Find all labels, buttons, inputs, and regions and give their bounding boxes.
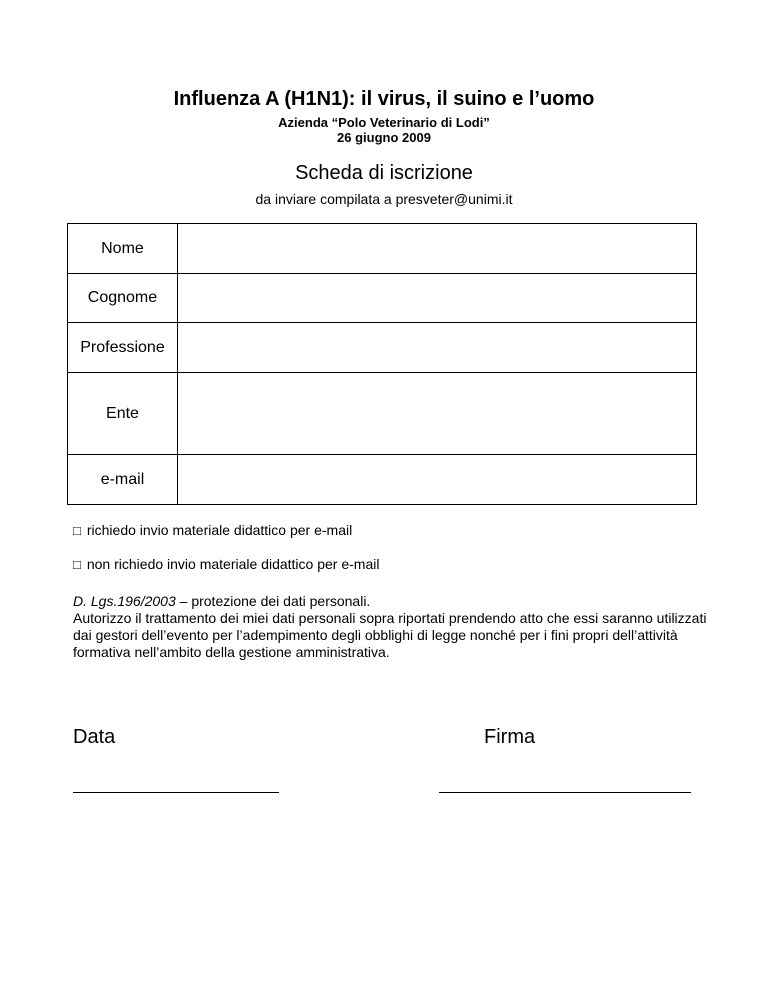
form-instructions: da inviare compilata a presveter@unimi.it [255,191,513,207]
field-label-professione: Professione [68,323,178,373]
event-venue: Azienda “Polo Veterinario di Lodi” [278,115,490,130]
law-reference: D. Lgs.196/2003 [73,593,176,609]
signature-label: Firma [484,726,536,748]
option-label: richiedo invio materiale didattico per e-mail [86,522,353,538]
law-reference-tail: – protezione dei dati personali. [175,593,371,609]
field-input-email[interactable] [177,455,696,505]
option-label: non richiedo invio materiale didattico per e-mail [86,556,380,572]
field-input-nome[interactable] [177,224,696,274]
checkbox-no-material[interactable]: □ [73,557,81,572]
field-row-nome [68,224,697,274]
field-input-ente[interactable] [177,373,696,455]
privacy-notice [73,593,713,661]
field-label-cognome: Cognome [68,274,178,323]
field-input-professione[interactable] [177,323,696,373]
field-row-ente [68,373,697,455]
field-input-cognome[interactable] [177,274,696,323]
form-title: Scheda di iscrizione [295,162,473,184]
privacy-consent-text: Autorizzo il trattamento dei miei dati personali sopra riportati prendendo atto che essi saranno utilizzati dai gestori dell’evento per l’adempimento degli obblighi di legge nonché per i fini propri dell’attività formativa nell’ambito della gestione amministrativa. [73,610,707,660]
field-label-nome: Nome [68,224,178,274]
registration-table [67,223,697,505]
option-no-material [73,556,379,572]
field-row-professione [68,323,697,373]
field-row-cognome [68,274,697,323]
event-date: 26 giugno 2009 [337,130,431,145]
document-title: Influenza A (H1N1): il virus, il suino e l’uomo [173,88,595,110]
checkbox-request-material[interactable]: □ [73,523,81,538]
date-label: Data [73,726,116,748]
date-line[interactable] [73,792,279,793]
field-label-ente: Ente [68,373,178,455]
signature-line[interactable] [439,792,691,793]
option-request-material [73,522,352,538]
field-row-email [68,455,697,505]
field-label-email: e-mail [68,455,178,505]
